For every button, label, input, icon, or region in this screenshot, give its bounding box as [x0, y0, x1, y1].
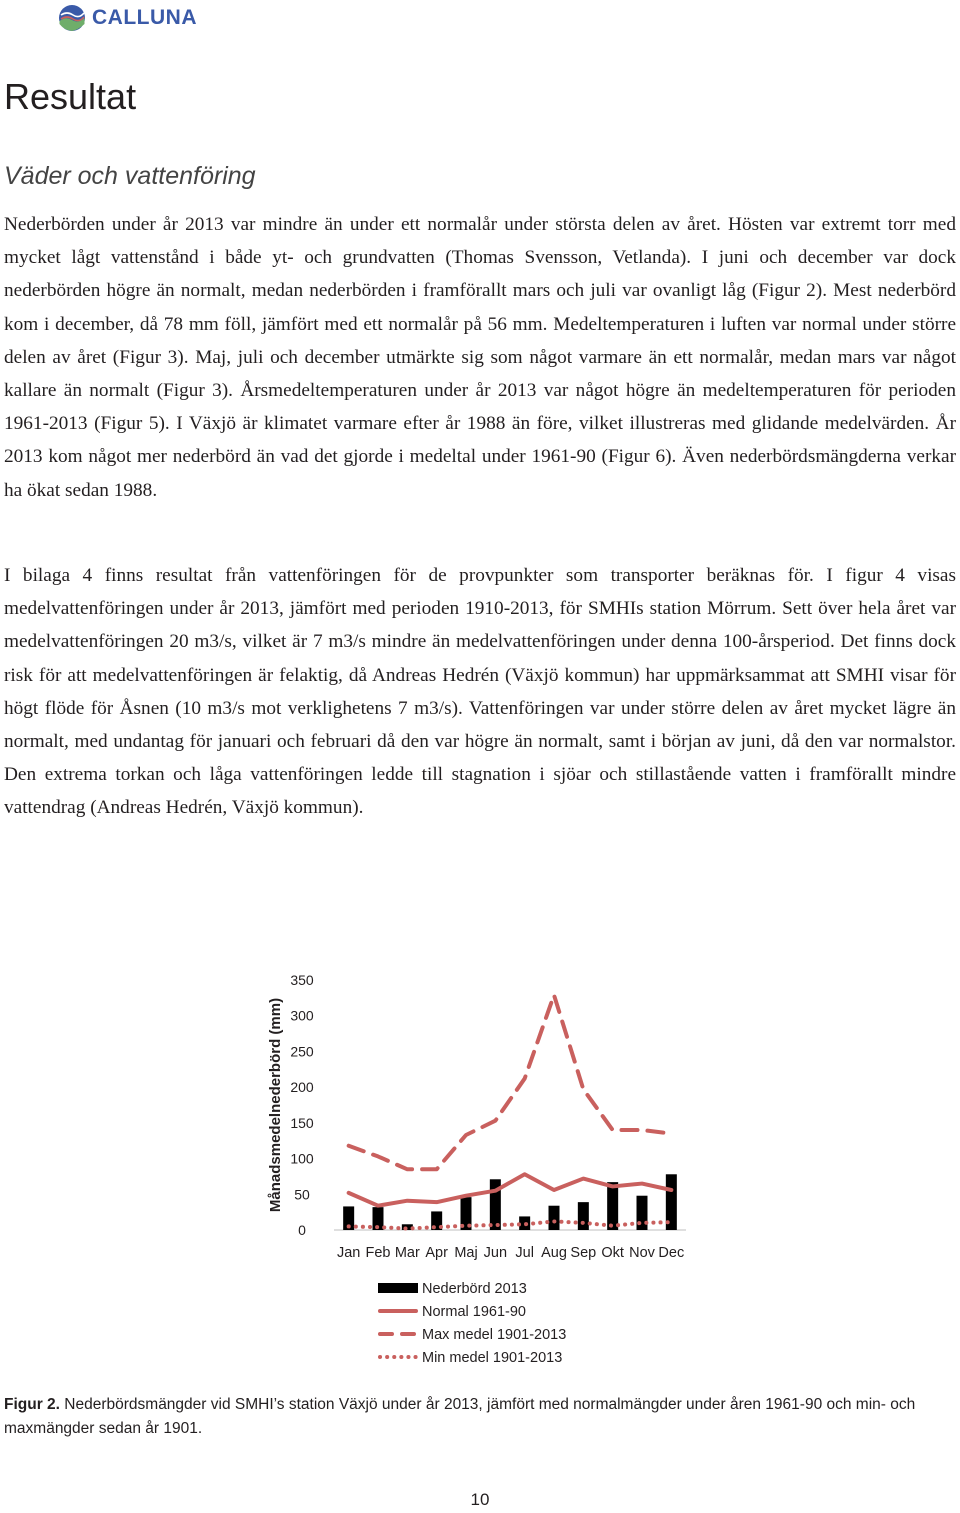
y-tick-label: 250 [290, 1043, 314, 1060]
y-tick-label: 50 [294, 1186, 310, 1203]
paragraph-flow: I bilaga 4 finns resultat från vattenföringen för de provpunkter som transporter beräknas för. I figur 4 visas medelvattenföringen under år 2013, jämfört med perioden 1910-2013, för SMHIs station Mörrum. Sett över hela året var medelvattenföringen 20 m3/s, vilket är 7 m3/s mindre än medelvattenföringen under denna 100-årsperiod. Det finns dock risk för att medelvattenföringen är felaktig, då Andreas Hedrén (Växjö kommun) har uppmärksammat att SMHI visar för högt flöde för Åsnen (10 m3/s mot verklighetens 7 m3/s). Vattenföringen var under större delen av året mycket lägre än normalt, med undantag för januari och februari då den var högre än normalt, samt i början av juni, då den var normalstor. Den extrema torkan och låga vattenföringen ledde till stagnation i sjöar och stillastående vatten i framförallt mindre vattendrag (Andreas Hedrén, Växjö kommun). [4, 565, 956, 819]
x-tick-label: Aug [541, 1245, 567, 1261]
bar-nederbord-2013 [637, 1196, 648, 1230]
caption-text: Nederbördsmängder vid SMHI’s station Växjö under år 2013, jämfört med normalmängder under åren 1961-90 och min- och maxmängder sedan år 1901. [4, 1396, 916, 1437]
y-tick-label: 200 [290, 1079, 314, 1096]
legend-label: Nederbörd 2013 [422, 1281, 527, 1297]
caption-label: Figur 2. [4, 1396, 60, 1413]
x-tick-label: Sep [570, 1245, 597, 1261]
section-heading: Väder och vattenföring [4, 162, 256, 190]
series-line-dotted [349, 1221, 672, 1228]
bar-nederbord-2013 [549, 1206, 560, 1230]
calluna-logo [58, 2, 197, 34]
x-tick-label: Mar [394, 1245, 420, 1261]
page-title: Resultat [4, 76, 137, 117]
series-line-solid [349, 1174, 672, 1205]
legend-label: Min medel 1901-2013 [422, 1350, 563, 1366]
logo-text: CALLUNA [92, 6, 197, 29]
legend-label: Normal 1961-90 [422, 1304, 526, 1320]
paragraph-weather: Nederbörden under år 2013 var mindre än under ett normalår under största delen av året. Hösten var extremt torr med mycket lågt vattenstånd i både yt- och grundvatten (Thomas Svensson, Vetlanda). I juni och december var dock nederbörden högre än normalt, medan nederbörden i framförallt mars och juli var ovanligt låg (Figur 2). Mest nederbörd kom i december, då 78 mm föll, jämfört med ett normalår på 56 mm. Medeltemperaturen i luften var normal under större delen av året (Figur 3). Maj, juli och december utmärkte sig som något varmare än ett normalår, medan mars var något kallare än normalt (Figur 3). Årsmedeltemperaturen under år 2013 var något högre än medeltemperaturen för perioden 1961-2013 (Figur 5). I Växjö är klimatet varmare efter år 1988 än före, vilket illustreras med glidande medelvärden. År 2013 kom något mer nederbörd än vad det gjorde i medeltal under 1961-90 (Figur 6). Även nederbördsmängderna verkar ha ökat sedan 1988. [4, 214, 956, 501]
bar-nederbord-2013 [578, 1202, 589, 1230]
figure-caption [4, 1393, 956, 1441]
x-tick-label: Maj [454, 1245, 478, 1261]
y-tick-label: 300 [290, 1007, 314, 1024]
x-tick-label: Apr [425, 1245, 448, 1261]
legend-swatch-bar [378, 1283, 418, 1293]
x-tick-label: Okt [601, 1245, 624, 1261]
x-tick-label: Jul [515, 1245, 534, 1261]
legend-label: Max medel 1901-2013 [422, 1327, 567, 1343]
y-tick-label: 100 [290, 1150, 314, 1167]
series-line-dashed [349, 995, 672, 1169]
y-tick-label: 0 [298, 1222, 306, 1238]
precipitation-chart [262, 965, 702, 1375]
x-tick-label: Nov [629, 1245, 655, 1261]
y-tick-label: 350 [290, 972, 314, 988]
x-tick-label: Jan [336, 1245, 361, 1261]
x-tick-label: Jun [483, 1245, 508, 1261]
calluna-logo-icon [58, 4, 86, 32]
bar-nederbord-2013 [607, 1182, 618, 1230]
y-tick-label: 150 [290, 1114, 314, 1131]
x-tick-label: Feb [365, 1245, 391, 1261]
page-number: 10 [470, 1490, 490, 1509]
y-axis-label: Månadsmedelnederbörd (mm) [267, 997, 284, 1213]
x-tick-label: Dec [658, 1245, 685, 1261]
